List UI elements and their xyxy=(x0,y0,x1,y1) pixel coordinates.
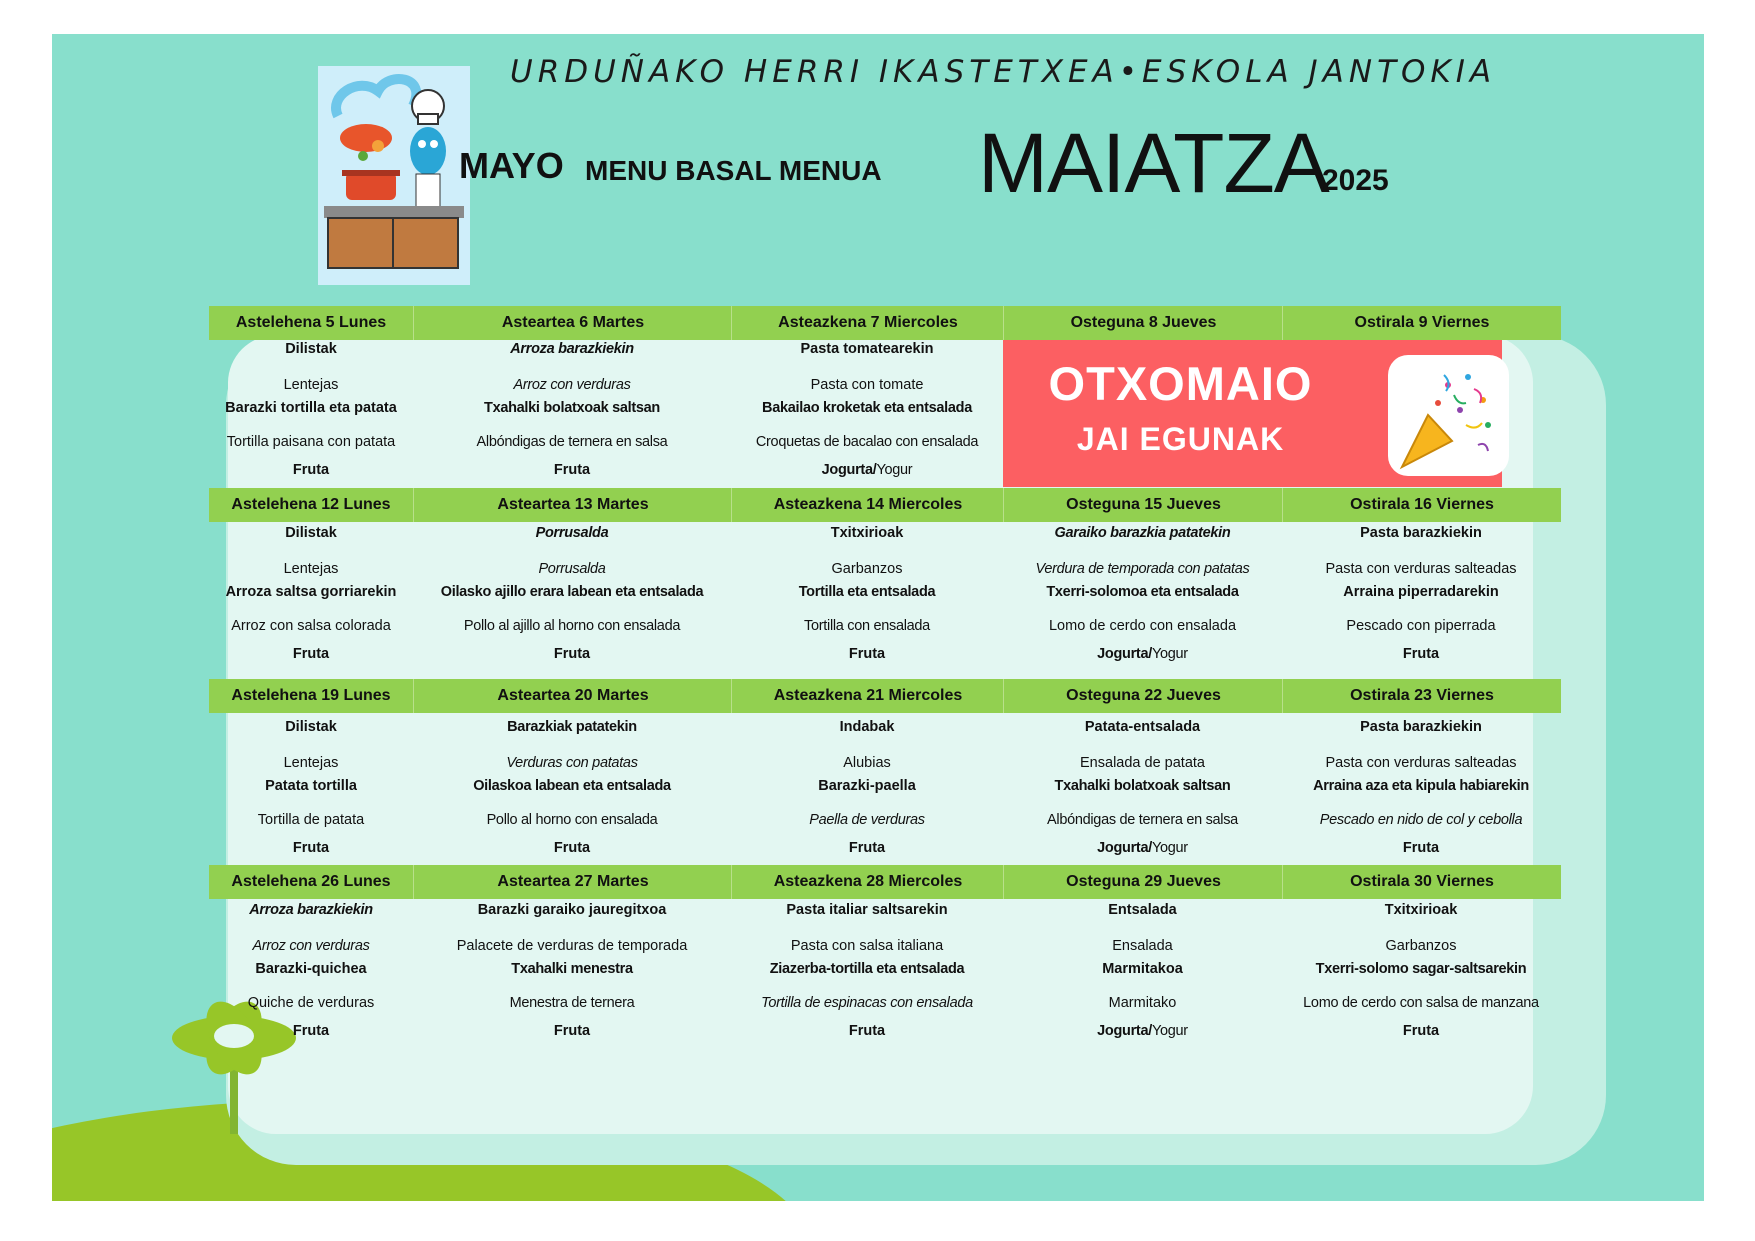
dish-1-basque: Arroza barazkiekin xyxy=(249,902,373,918)
day-menu xyxy=(1282,716,1560,866)
dish-1-basque: Barazkiak patatekin xyxy=(507,719,637,735)
day-menu xyxy=(1282,899,1560,1049)
day-header: Asteartea 13 Martes xyxy=(413,488,732,522)
dish-1-basque: Dilistak xyxy=(285,719,337,735)
dessert: Fruta xyxy=(292,646,330,662)
day-header: Ostirala 30 Viernes xyxy=(1282,865,1561,899)
day-header: Astelehena 5 Lunes xyxy=(209,306,413,340)
dish-1-spanish: Ensalada de patata xyxy=(1080,755,1205,771)
day-menu xyxy=(209,716,413,866)
dish-2-basque: Oilasko ajillo erara labean eta entsalada xyxy=(440,584,704,600)
dish-1-basque: Indabak xyxy=(839,719,895,735)
day-header: Asteartea 6 Martes xyxy=(413,306,732,340)
dish-2-basque: Txahalki bolatxoak saltsan xyxy=(484,400,660,416)
dessert: Fruta xyxy=(553,1023,591,1039)
day-header: Asteazkena 28 Miercoles xyxy=(731,865,1004,899)
day-header: Osteguna 29 Jueves xyxy=(1003,865,1283,899)
dessert: Fruta xyxy=(1402,1023,1440,1039)
party-popper-icon xyxy=(1388,355,1509,476)
dish-2-basque: Txerri-solomoa eta entsalada xyxy=(1046,584,1239,600)
day-header: Osteguna 15 Jueves xyxy=(1003,488,1283,522)
dish-2-basque: Barazki-quichea xyxy=(255,961,367,977)
dish-1-basque: Garaiko barazkia patatekin xyxy=(1054,525,1231,541)
month-spanish: MAYO xyxy=(459,145,564,186)
day-header: Ostirala 16 Viernes xyxy=(1282,488,1561,522)
dessert: Jogurta/Yogur xyxy=(1097,646,1188,662)
dish-2-spanish: Albóndigas de ternera en salsa xyxy=(476,434,668,450)
dish-1-spanish: Pasta con tomate xyxy=(810,377,924,393)
day-header: Asteazkena 21 Miercoles xyxy=(731,679,1004,713)
dish-1-basque: Patata-entsalada xyxy=(1084,719,1201,735)
dessert: Fruta xyxy=(848,840,886,856)
dish-2-spanish: Albóndigas de ternera en salsa xyxy=(1047,812,1238,828)
day-header: Osteguna 8 Jueves xyxy=(1003,306,1283,340)
day-header: Asteazkena 14 Miercoles xyxy=(731,488,1004,522)
day-menu xyxy=(1003,716,1282,866)
day-header: Astelehena 12 Lunes xyxy=(209,488,413,522)
dish-1-spanish: Arroz con verduras xyxy=(513,377,631,393)
dish-1-spanish: Garbanzos xyxy=(831,561,903,577)
day-menu xyxy=(731,899,1003,1049)
dish-2-spanish: Tortilla de espinacas con ensalada xyxy=(761,995,973,1011)
dish-1-basque: Entsalada xyxy=(1108,902,1177,918)
dish-2-spanish: Menestra de ternera xyxy=(509,995,635,1011)
dish-2-spanish: Pescado en nido de col y cebolla xyxy=(1319,812,1523,828)
dish-2-spanish: Marmitako xyxy=(1108,995,1177,1011)
dish-2-spanish: Arroz con salsa colorada xyxy=(231,618,391,634)
dish-2-spanish: Tortilla de patata xyxy=(257,812,365,828)
dish-1-spanish: Verduras con patatas xyxy=(506,755,638,771)
dish-1-spanish: Ensalada xyxy=(1112,938,1173,954)
day-header: Osteguna 22 Jueves xyxy=(1003,679,1283,713)
dish-1-spanish: Verdura de temporada con patatas xyxy=(1035,561,1250,577)
day-menu xyxy=(413,899,731,1049)
dessert: Fruta xyxy=(848,1023,886,1039)
chef-beaver-illustration xyxy=(318,66,470,285)
year: 2025 xyxy=(1322,164,1389,197)
dessert: Fruta xyxy=(553,462,591,478)
chef-icon xyxy=(318,66,470,285)
dish-1-basque: Barazki garaiko jauregitxoa xyxy=(477,902,667,918)
day-menu xyxy=(1003,899,1282,1049)
dish-2-basque: Bakailao kroketak eta entsalada xyxy=(762,400,972,416)
dessert: Fruta xyxy=(292,1023,330,1039)
dish-2-basque: Marmitakoa xyxy=(1102,961,1183,977)
dessert: Fruta xyxy=(292,840,330,856)
dish-2-spanish: Tortilla paisana con patata xyxy=(226,434,396,450)
dish-2-spanish: Tortilla con ensalada xyxy=(804,618,930,634)
day-header: Asteartea 20 Martes xyxy=(413,679,732,713)
dish-1-basque: Porrusalda xyxy=(535,525,609,541)
dessert: Fruta xyxy=(553,646,591,662)
dish-2-basque: Txerri-solomo sagar-saltsarekin xyxy=(1315,961,1527,977)
dish-1-spanish: Pasta con verduras salteadas xyxy=(1325,755,1517,771)
dish-1-basque: Pasta italiar saltsarekin xyxy=(786,902,948,918)
day-menu xyxy=(209,522,413,672)
dish-1-spanish: Porrusalda xyxy=(538,561,606,577)
dish-1-spanish: Alubias xyxy=(843,755,891,771)
fiesta-title: OTXOMAIO xyxy=(1048,357,1313,410)
dish-1-basque: Dilistak xyxy=(285,525,337,541)
dish-1-spanish: Pasta con salsa italiana xyxy=(790,938,944,954)
day-menu xyxy=(413,338,731,488)
dish-1-basque: Txitxirioak xyxy=(830,525,904,541)
dish-2-basque: Ziazerba-tortilla eta entsalada xyxy=(769,961,965,977)
dish-2-spanish: Quiche de verduras xyxy=(247,995,375,1011)
dessert: Jogurta/Yogur xyxy=(821,462,913,478)
dessert: Fruta xyxy=(1402,646,1440,662)
day-header: Ostirala 23 Viernes xyxy=(1282,679,1561,713)
dish-1-basque: Arroza barazkiekin xyxy=(510,341,634,357)
day-header: Asteartea 27 Martes xyxy=(413,865,732,899)
day-menu xyxy=(1003,522,1282,672)
month-basque: MAIATZA xyxy=(978,116,1329,210)
dish-2-basque: Txahalki menestra xyxy=(511,961,633,977)
dish-1-basque: Txitxirioak xyxy=(1384,902,1458,918)
dish-2-spanish: Croquetas de bacalao con ensalada xyxy=(755,434,979,450)
day-header: Astelehena 19 Lunes xyxy=(209,679,413,713)
dessert: Fruta xyxy=(1402,840,1440,856)
dish-1-spanish: Arroz con verduras xyxy=(252,938,370,954)
dessert: Fruta xyxy=(292,462,330,478)
day-header: Astelehena 26 Lunes xyxy=(209,865,413,899)
day-menu xyxy=(413,716,731,866)
dish-2-basque: Txahalki bolatxoak saltsan xyxy=(1054,778,1231,794)
dessert: Fruta xyxy=(553,840,591,856)
dish-2-basque: Arraina piperradarekin xyxy=(1343,584,1499,600)
dish-2-spanish: Lomo de cerdo con salsa de manzana xyxy=(1303,995,1539,1011)
dish-1-basque: Pasta tomatearekin xyxy=(800,341,934,357)
dessert: Jogurta/Yogur xyxy=(1097,840,1188,856)
dish-2-spanish: Pollo al horno con ensalada xyxy=(486,812,658,828)
menu-type: MENU BASAL MENUA xyxy=(585,155,882,186)
day-menu xyxy=(1282,522,1560,672)
dish-2-spanish: Pescado con piperrada xyxy=(1346,618,1496,634)
dish-1-spanish: Lentejas xyxy=(283,377,339,393)
dessert: Jogurta/Yogur xyxy=(1097,1023,1188,1039)
dish-1-basque: Dilistak xyxy=(285,341,337,357)
dish-1-spanish: Pasta con verduras salteadas xyxy=(1325,561,1517,577)
day-menu xyxy=(209,338,413,488)
day-menu xyxy=(731,522,1003,672)
day-header: Asteazkena 7 Miercoles xyxy=(731,306,1004,340)
day-menu xyxy=(209,899,413,1049)
dessert: Fruta xyxy=(848,646,886,662)
dish-1-spanish: Palacete de verduras de temporada xyxy=(456,938,688,954)
dish-2-basque: Barazki-paella xyxy=(818,778,916,794)
dish-2-basque: Barazki tortilla eta patata xyxy=(225,400,397,416)
dish-2-spanish: Pollo al ajillo al horno con ensalada xyxy=(463,618,681,634)
fiesta-subtitle: JAI EGUNAK xyxy=(1076,421,1285,457)
dish-2-basque: Arroza saltsa gorriarekin xyxy=(225,584,397,600)
dish-1-spanish: Lentejas xyxy=(283,561,339,577)
day-header: Ostirala 9 Viernes xyxy=(1282,306,1561,340)
dish-1-basque: Pasta barazkiekin xyxy=(1360,719,1482,735)
dish-1-basque: Pasta barazkiekin xyxy=(1360,525,1482,541)
dish-2-basque: Tortilla eta entsalada xyxy=(798,584,936,600)
day-menu xyxy=(731,338,1003,488)
dish-2-spanish: Lomo de cerdo con ensalada xyxy=(1048,618,1237,634)
dish-2-basque: Arraina aza eta kipula habiarekin xyxy=(1313,778,1529,794)
dish-1-spanish: Garbanzos xyxy=(1385,938,1457,954)
dish-2-basque: Oilaskoa labean eta entsalada xyxy=(473,778,671,794)
day-menu xyxy=(731,716,1003,866)
fiesta-banner xyxy=(1003,338,1502,487)
dish-2-spanish: Paella de verduras xyxy=(809,812,925,828)
dish-1-spanish: Lentejas xyxy=(283,755,339,771)
dish-2-basque: Patata tortilla xyxy=(265,778,357,794)
day-menu xyxy=(413,522,731,672)
school-title: URDUÑAKO HERRI IKASTETXEA•ESKOLA JANTOKIA xyxy=(510,54,1497,90)
